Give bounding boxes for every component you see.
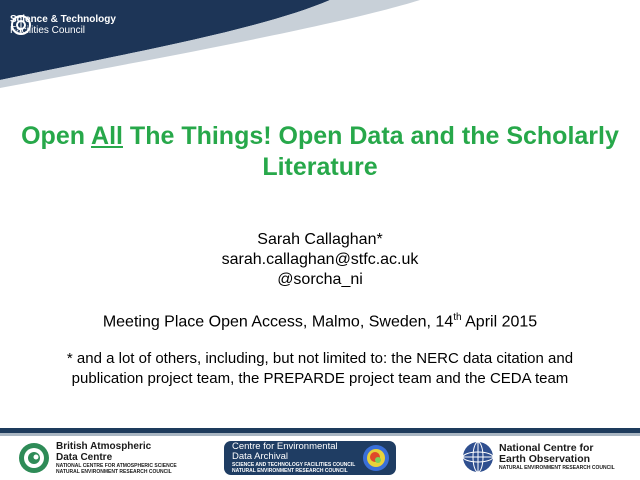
acknowledgement-text: * and a lot of others, including, but not limited to: the NERC data citation and publication project team, the PREPARDE project team and the CEDA team <box>66 350 574 387</box>
badc-name-line2: Data Centre <box>56 452 113 463</box>
nceo-name-line2: Earth Observation <box>499 453 591 465</box>
ceda-sub-line1: SCIENCE AND TECHNOLOGY FACILITIES COUNCIL <box>232 462 356 468</box>
badc-sub-line1: NATIONAL CENTRE FOR ATMOSPHERIC SCIENCE <box>56 463 177 469</box>
meeting-ordinal: th <box>453 312 462 323</box>
stfc-logo <box>10 14 116 36</box>
slide-header <box>0 0 640 95</box>
ceda-name-line2: Data Archival <box>232 451 288 462</box>
ceda-name-line1: Centre for Environmental <box>232 441 338 452</box>
nceo-globe-icon <box>462 441 494 473</box>
nceo-name-line1: National Centre for <box>499 442 594 454</box>
meeting-line <box>0 312 640 331</box>
title-part2: The Things! Open Data and the Scholarly Literature <box>122 122 619 181</box>
title-part1: Open <box>21 122 92 150</box>
ceda-sub-line2: NATURAL ENVIRONMENT RESEARCH COUNCIL <box>232 468 348 474</box>
author-email: sarah.callaghan@stfc.ac.uk <box>221 251 419 268</box>
author-block <box>0 230 640 290</box>
stfc-logo-subname: Facilities Council <box>10 25 86 36</box>
ceda-globe-icon <box>362 444 390 472</box>
title-underlined-word: All <box>91 122 123 150</box>
badc-logo <box>18 441 177 475</box>
footer-divider-light <box>0 433 640 436</box>
meeting-date: April 2015 <box>461 313 538 331</box>
nceo-sub-line1: NATURAL ENVIRONMENT RESEARCH COUNCIL <box>499 465 615 471</box>
meeting-text: Meeting Place Open Access, Malmo, Sweden, 14 <box>102 313 454 331</box>
badc-name-line1: British Atmospheric <box>56 441 152 452</box>
author-handle: @sorcha_ni <box>277 271 363 288</box>
stfc-logo-icon <box>10 14 32 36</box>
author-name: Sarah Callaghan* <box>257 231 383 248</box>
stfc-logo-name: Science & Technology <box>10 14 116 25</box>
slide-title <box>20 121 620 183</box>
ceda-logo <box>224 441 396 475</box>
nceo-logo <box>462 441 615 473</box>
badc-sub-line2: NATURAL ENVIRONMENT RESEARCH COUNCIL <box>56 469 172 475</box>
badc-swirl-icon <box>18 442 50 474</box>
